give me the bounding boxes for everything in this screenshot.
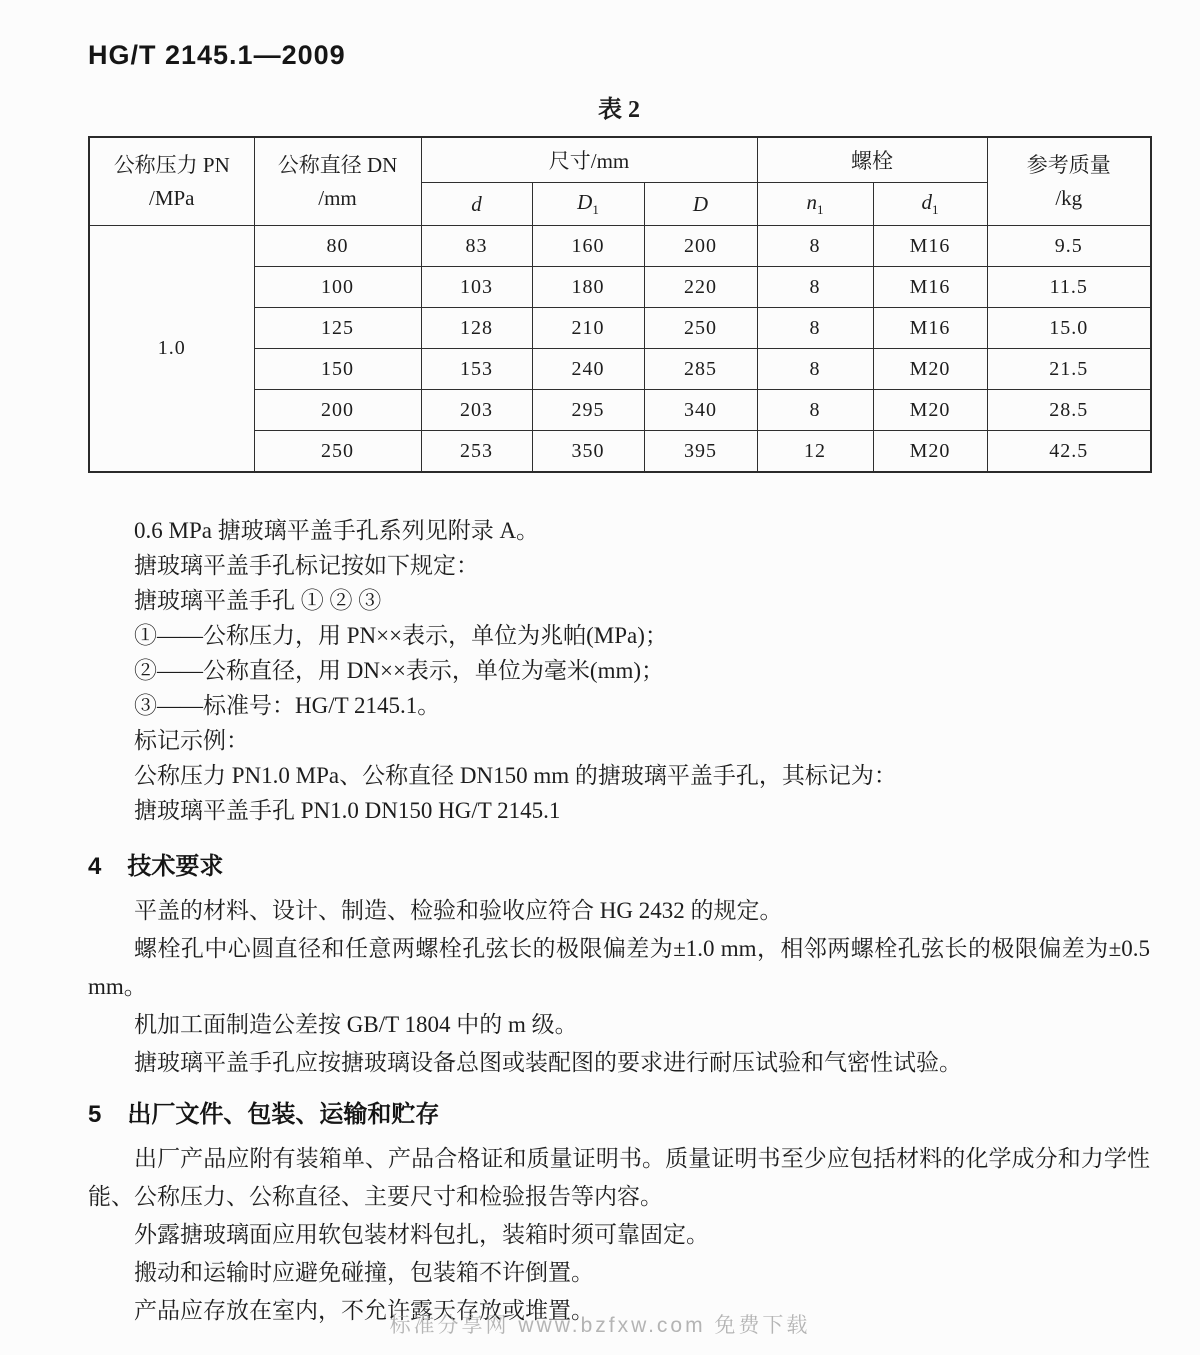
section-4-body — [88, 892, 1150, 1082]
cell-n1: 8 — [757, 226, 873, 267]
cell-d: 153 — [421, 349, 532, 390]
cell-D: 250 — [644, 308, 757, 349]
paragraph: 机加工面制造公差按 GB/T 1804 中的 m 级。 — [134, 1012, 578, 1037]
cell-D1: 295 — [532, 390, 644, 431]
cell-mass: 11.5 — [987, 267, 1151, 308]
marking-line: 0.6 MPa 搪玻璃平盖手孔系列见附录 A。 — [134, 518, 540, 543]
header-bolt-group: 螺栓 — [757, 137, 987, 183]
cell-bolt: M20 — [873, 431, 987, 473]
cell-d: 203 — [421, 390, 532, 431]
cell-bolt: M20 — [873, 390, 987, 431]
cell-n1: 8 — [757, 308, 873, 349]
cell-pn: 1.0 — [89, 226, 254, 473]
cell-bolt: M16 — [873, 267, 987, 308]
header-nominal-pressure-unit: /MPa — [148, 185, 195, 210]
watermark: 标准分享网 www.bzfxw.com 免费下载 — [389, 1314, 811, 1337]
cell-mass: 42.5 — [987, 431, 1151, 473]
cell-dn: 80 — [254, 226, 421, 267]
header-reference-mass-label: 参考质量 — [1026, 152, 1111, 177]
header-nominal-pressure-label: 公称压力 PN — [113, 152, 230, 177]
cell-D1: 180 — [532, 267, 644, 308]
cell-d: 83 — [421, 226, 532, 267]
header-size-group: 尺寸/mm — [421, 137, 757, 183]
header-col-n1: $n_1$ — [757, 183, 873, 226]
marking-line: 搪玻璃平盖手孔 PN1.0 DN150 HG/T 2145.1 — [134, 798, 561, 823]
section-4-number: 4 — [88, 853, 102, 880]
section-5-heading — [88, 1100, 1150, 1130]
cell-n1: 8 — [757, 390, 873, 431]
header-col-D1: $D_1$ — [532, 183, 644, 226]
header-nominal-diameter — [254, 137, 421, 226]
cell-D: 285 — [644, 349, 757, 390]
standard-number: HG/T 2145.1—2009 — [88, 40, 346, 70]
cell-D1: 160 — [532, 226, 644, 267]
marking-line: ②——公称直径，用 DN××表示，单位为毫米(mm)； — [134, 658, 665, 683]
header-reference-mass-unit: /kg — [1055, 185, 1083, 210]
paragraph: 出厂产品应附有装箱单、产品合格证和质量证明书。质量证明书至少应包括材料的化学成分和力学性能、公称压力、公称直径、主要尺寸和检验报告等内容。 — [88, 1146, 1150, 1209]
cell-mass: 28.5 — [987, 390, 1151, 431]
section-4-title: 技术要求 — [127, 853, 224, 880]
paragraph: 产品应存放在室内，不允许露天存放或堆置。 — [134, 1298, 594, 1323]
header-nominal-diameter-label: 公称直径 DN — [277, 152, 398, 177]
table-row — [89, 226, 1151, 267]
cell-d: 103 — [421, 267, 532, 308]
cell-n1: 8 — [757, 267, 873, 308]
marking-line: ③——标准号：HG/T 2145.1。 — [134, 693, 441, 718]
cell-bolt: M16 — [873, 226, 987, 267]
cell-mass: 21.5 — [987, 349, 1151, 390]
cell-n1: 12 — [757, 431, 873, 473]
cell-dn: 150 — [254, 349, 421, 390]
header-col-D: D — [644, 183, 757, 226]
cell-D1: 240 — [532, 349, 644, 390]
table-caption: 表 2 — [598, 97, 640, 123]
marking-line: 搪玻璃平盖手孔 ① ② ③ — [134, 588, 382, 613]
cell-D: 395 — [644, 431, 757, 473]
cell-mass: 9.5 — [987, 226, 1151, 267]
section-4-heading — [88, 852, 1150, 882]
paragraph: 螺栓孔中心圆直径和任意两螺栓孔弦长的极限偏差为±1.0 mm，相邻两螺栓孔弦长的极限偏差为±0.5 mm。 — [88, 936, 1150, 999]
paragraph: 平盖的材料、设计、制造、检验和验收应符合 HG 2432 的规定。 — [134, 898, 783, 923]
marking-line: 公称压力 PN1.0 MPa、公称直径 DN150 mm 的搪玻璃平盖手孔，其标记为： — [134, 763, 897, 788]
header-reference-mass — [987, 137, 1151, 226]
cell-n1: 8 — [757, 349, 873, 390]
marking-line: ①——公称压力，用 PN××表示，单位为兆帕(MPa)； — [134, 623, 668, 648]
cell-dn: 250 — [254, 431, 421, 473]
marking-section — [88, 513, 1150, 828]
header-col-d: d — [421, 183, 532, 226]
cell-D1: 350 — [532, 431, 644, 473]
cell-D: 200 — [644, 226, 757, 267]
cell-d: 253 — [421, 431, 532, 473]
cell-dn: 100 — [254, 267, 421, 308]
cell-d: 128 — [421, 308, 532, 349]
cell-dn: 200 — [254, 390, 421, 431]
marking-line: 标记示例： — [134, 728, 249, 753]
header-nominal-pressure — [89, 137, 254, 226]
cell-bolt: M20 — [873, 349, 987, 390]
cell-D: 220 — [644, 267, 757, 308]
paragraph: 外露搪玻璃面应用软包装材料包扎，装箱时须可靠固定。 — [134, 1222, 709, 1247]
table-header-row-1 — [89, 137, 1151, 183]
paragraph: 搬动和运输时应避免碰撞，包装箱不许倒置。 — [134, 1260, 594, 1285]
cell-mass: 15.0 — [987, 308, 1151, 349]
marking-line: 搪玻璃平盖手孔标记按如下规定： — [134, 553, 479, 578]
header-nominal-diameter-unit: /mm — [318, 185, 357, 210]
header-col-d1: $d_1$ — [873, 183, 987, 226]
paragraph: 搪玻璃平盖手孔应按搪玻璃设备总图或装配图的要求进行耐压试验和气密性试验。 — [134, 1050, 962, 1075]
cell-D: 340 — [644, 390, 757, 431]
section-5-body — [88, 1140, 1150, 1330]
dimension-table — [88, 136, 1152, 473]
cell-bolt: M16 — [873, 308, 987, 349]
cell-dn: 125 — [254, 308, 421, 349]
section-5-number: 5 — [88, 1101, 102, 1128]
section-5-title: 出厂文件、包装、运输和贮存 — [127, 1101, 440, 1128]
cell-D1: 210 — [532, 308, 644, 349]
